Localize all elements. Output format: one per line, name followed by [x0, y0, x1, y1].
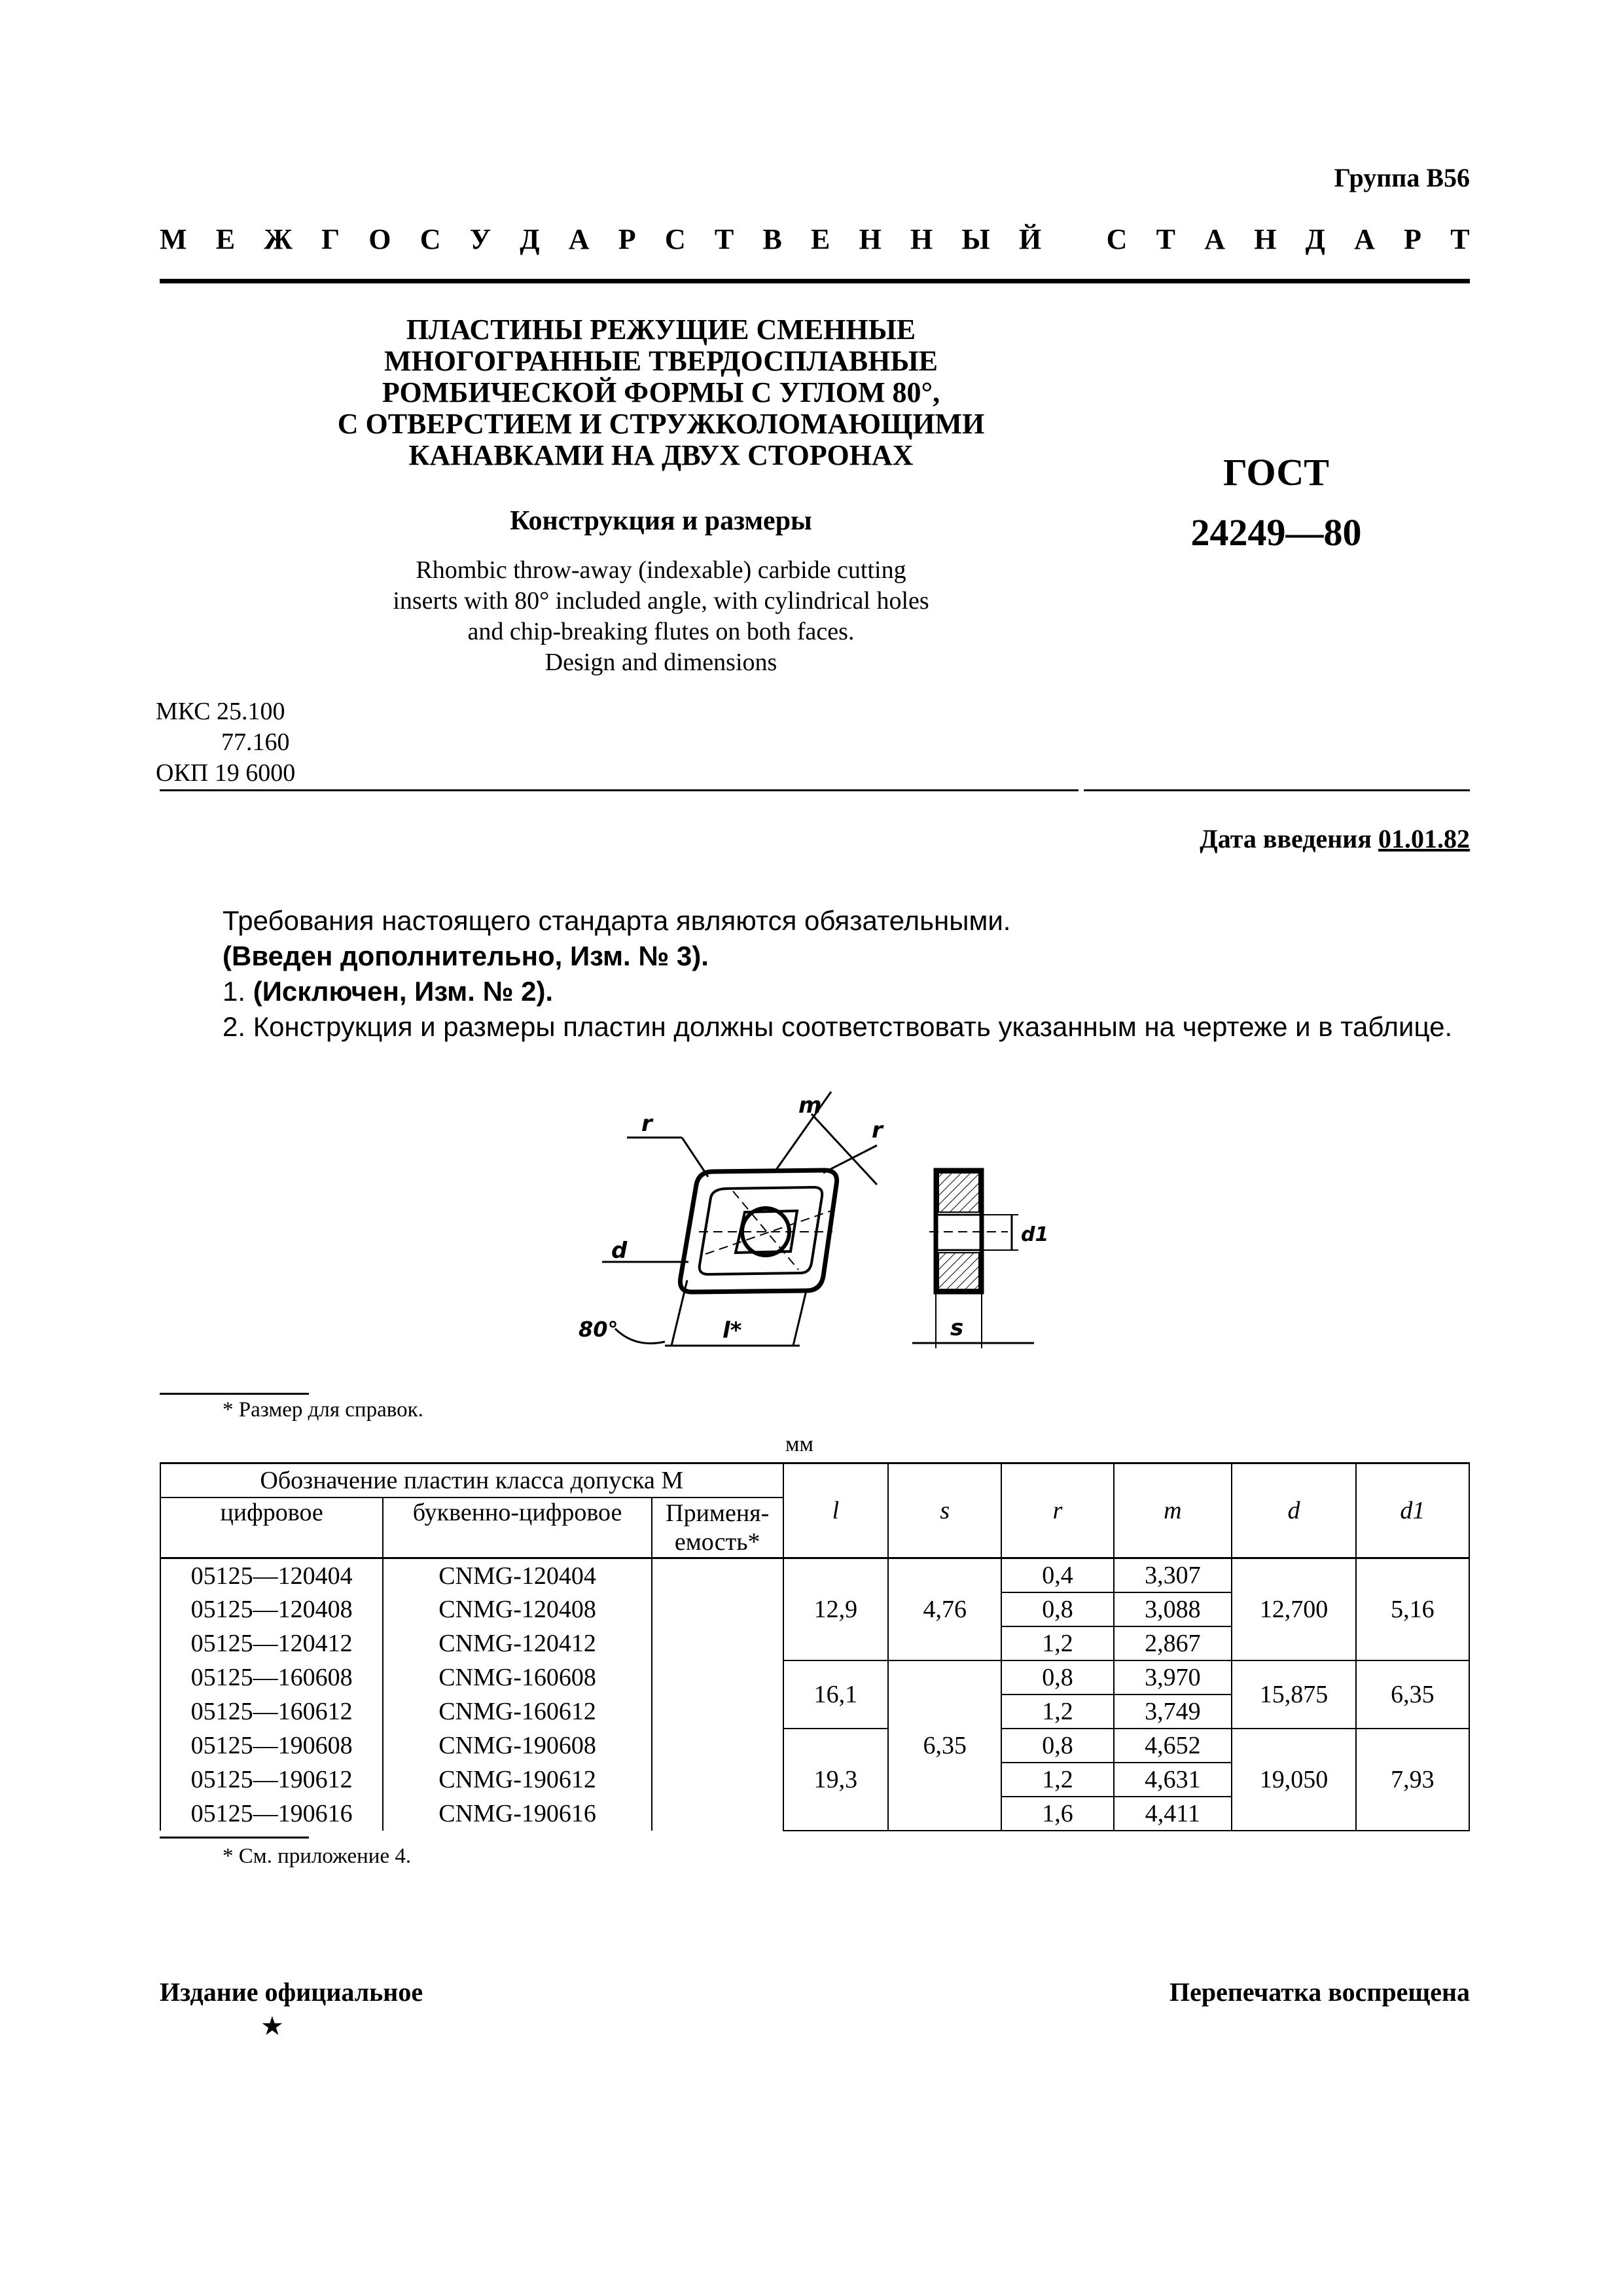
banner-letter: А — [568, 223, 590, 255]
banner-letter: А — [1354, 223, 1375, 255]
cell-d: 19,050 — [1232, 1729, 1356, 1831]
title-line: КАНАВКАМИ НА ДВУХ СТОРОНАХ — [408, 439, 914, 471]
col-header-r: r — [1001, 1463, 1113, 1558]
banner-letter: Г — [321, 223, 340, 255]
cell-alnum: CNMG-160612 — [383, 1695, 652, 1729]
cell-m: 4,631 — [1114, 1763, 1232, 1797]
cell-r: 0,8 — [1001, 1660, 1113, 1695]
title-line: РОМБИЧЕСКОЙ ФОРМЫ С УГЛОМ 80°, — [382, 376, 940, 408]
cell-applicability — [652, 1695, 783, 1729]
document-title — [223, 314, 1099, 471]
cell-alnum: CNMG-190612 — [383, 1763, 652, 1797]
banner-letter: Е — [215, 223, 236, 255]
body-text — [223, 903, 1479, 1045]
label-s: s — [950, 1315, 964, 1341]
cell-l: 16,1 — [783, 1660, 889, 1729]
col-header-l: l — [783, 1463, 889, 1558]
cell-d: 15,875 — [1232, 1660, 1356, 1729]
label-l: l* — [722, 1318, 742, 1344]
cell-d: 12,700 — [1232, 1558, 1356, 1661]
cell-l: 19,3 — [783, 1729, 889, 1831]
gost-label: ГОСТ — [1223, 451, 1329, 493]
table-group-header: Обозначение пластин класса допуска М — [160, 1463, 783, 1498]
section-rule — [160, 789, 1079, 791]
okp-code: ОКП 19 6000 — [156, 759, 296, 787]
cell-digital: 05125—190608 — [160, 1729, 383, 1763]
col-header-alnum: буквенно-цифровое — [383, 1498, 652, 1558]
footnote: * Размер для справок. — [223, 1398, 423, 1422]
col-header-d1: d1 — [1356, 1463, 1469, 1558]
section-rule — [1084, 789, 1470, 791]
banner-letter: Н — [1254, 223, 1277, 255]
banner-letter: Т — [1450, 223, 1470, 255]
cell-d1: 7,93 — [1356, 1729, 1469, 1831]
cell-m: 4,411 — [1114, 1797, 1232, 1831]
cell-d1: 5,16 — [1356, 1558, 1469, 1661]
cell-alnum: CNMG-120412 — [383, 1626, 652, 1660]
english-title-line: Rhombic throw-away (indexable) carbide cutting — [416, 556, 906, 584]
footnote-rule — [160, 1393, 309, 1395]
cell-digital: 05125—160608 — [160, 1660, 383, 1695]
banner-rule — [160, 279, 1470, 283]
cell-r: 1,2 — [1001, 1763, 1113, 1797]
cell-digital: 05125—120408 — [160, 1592, 383, 1626]
cell-digital: 05125—190616 — [160, 1797, 383, 1831]
label-r-right: r — [872, 1117, 883, 1143]
cell-alnum: CNMG-160608 — [383, 1660, 652, 1695]
clause-number: 1. — [223, 976, 246, 1007]
cell-m: 3,749 — [1114, 1695, 1232, 1729]
banner-letter: Р — [1404, 223, 1422, 255]
banner-letter: С — [1106, 223, 1128, 255]
date-label: Дата введения — [1200, 824, 1372, 853]
cell-alnum: CNMG-190608 — [383, 1729, 652, 1763]
paragraph: Требования настоящего стандарта являются обязательными. — [223, 905, 1011, 936]
banner-letter: М — [160, 223, 187, 255]
english-title — [223, 555, 1099, 678]
cell-alnum: CNMG-120404 — [383, 1558, 652, 1593]
cell-applicability — [652, 1660, 783, 1695]
banner-letter: Н — [910, 223, 933, 255]
cell-applicability — [652, 1626, 783, 1660]
cell-m: 3,088 — [1114, 1592, 1232, 1626]
cell-applicability — [652, 1763, 783, 1797]
banner-letter: Т — [714, 223, 734, 255]
cell-r: 1,2 — [1001, 1626, 1113, 1660]
label-d1: d1 — [1021, 1223, 1049, 1246]
star-mark: ★ — [260, 2011, 284, 2041]
cell-r: 1,2 — [1001, 1695, 1113, 1729]
cell-r: 0,4 — [1001, 1558, 1113, 1593]
cell-applicability — [652, 1592, 783, 1626]
clause-text: (Исключен, Изм. № 2). — [253, 976, 554, 1007]
table-unit: мм — [785, 1432, 814, 1456]
col-header-digital: цифровое — [160, 1498, 383, 1558]
label-m: m — [798, 1092, 822, 1119]
paragraph: 2. Конструкция и размеры пластин должны соответствовать указанным на чертеже и в таблице. — [223, 1011, 1453, 1042]
cell-l: 12,9 — [783, 1558, 889, 1661]
introduction-date — [1200, 823, 1470, 854]
standard-banner — [160, 223, 1470, 256]
insert-drawing — [537, 1060, 1126, 1368]
footnote: * См. приложение 4. — [223, 1844, 412, 1868]
cell-digital: 05125—190612 — [160, 1763, 383, 1797]
english-title-line: and chip-breaking flutes on both faces. — [467, 618, 855, 645]
paragraph — [223, 974, 1479, 1009]
col-header-d: d — [1232, 1463, 1356, 1558]
label-angle: 80° — [579, 1317, 618, 1342]
group-code: Группа В56 — [1334, 163, 1470, 192]
banner-letter: Д — [520, 223, 540, 255]
col-header-m: m — [1114, 1463, 1232, 1558]
title-line: МНОГОГРАННЫЕ ТВЕРДОСПЛАВНЫЕ — [383, 345, 938, 377]
classification-codes — [156, 696, 295, 789]
cell-r: 0,8 — [1001, 1729, 1113, 1763]
cell-m: 2,867 — [1114, 1626, 1232, 1660]
dimensions-table — [160, 1462, 1470, 1831]
cell-r: 1,6 — [1001, 1797, 1113, 1831]
label-d: d — [611, 1238, 628, 1264]
cell-s: 4,76 — [888, 1558, 1001, 1661]
banner-letter: Р — [618, 223, 636, 255]
banner-letter: Н — [859, 223, 882, 255]
title-line: С ОТВЕРСТИЕМ И СТРУЖКОЛОМАЮЩИМИ — [337, 408, 985, 440]
cell-alnum: CNMG-120408 — [383, 1592, 652, 1626]
insert-side-view — [912, 1170, 1034, 1348]
banner-letter: А — [1204, 223, 1225, 255]
date-value: 01.01.82 — [1378, 824, 1470, 853]
paragraph: (Введен дополнительно, Изм. № 3). — [223, 941, 709, 971]
gost-number: 24249—80 — [1190, 511, 1362, 554]
banner-letter: Ы — [961, 223, 990, 255]
banner-letter: Д — [1305, 223, 1325, 255]
document-subtitle: Конструкция и размеры — [510, 506, 812, 536]
cell-applicability — [652, 1558, 783, 1593]
banner-letter — [1070, 223, 1077, 256]
reprint-note: Перепечатка воспрещена — [1169, 1977, 1470, 2007]
cell-s: 6,35 — [888, 1660, 1001, 1831]
cell-applicability — [652, 1797, 783, 1831]
label-r-left: r — [641, 1111, 652, 1137]
banner-letter: Й — [1018, 223, 1042, 255]
cell-digital: 05125—160612 — [160, 1695, 383, 1729]
banner-letter: С — [664, 223, 686, 255]
banner-letter: С — [419, 223, 441, 255]
cell-m: 4,652 — [1114, 1729, 1232, 1763]
english-title-line: Design and dimensions — [544, 649, 777, 676]
english-title-line: inserts with 80° included angle, with cylindrical holes — [393, 587, 929, 615]
cell-m: 3,307 — [1114, 1558, 1232, 1593]
mks-code: 77.160 — [221, 728, 290, 756]
cell-d1: 6,35 — [1356, 1660, 1469, 1729]
cell-digital: 05125—120404 — [160, 1558, 383, 1593]
title-line: ПЛАСТИНЫ РЕЖУЩИЕ СМЕННЫЕ — [406, 314, 916, 346]
banner-letter: Ж — [264, 223, 293, 255]
cell-applicability — [652, 1729, 783, 1763]
edition-note: Издание официальное — [160, 1977, 423, 2007]
cell-alnum: CNMG-190616 — [383, 1797, 652, 1831]
banner-letter: Е — [811, 223, 830, 255]
cell-digital: 05125—120412 — [160, 1626, 383, 1660]
banner-letter: О — [368, 223, 391, 255]
mks-code: МКС 25.100 — [156, 698, 285, 725]
col-header-s: s — [888, 1463, 1001, 1558]
col-header-applicability: Применя-емость* — [652, 1498, 783, 1558]
cell-m: 3,970 — [1114, 1660, 1232, 1695]
banner-letter: У — [469, 223, 491, 255]
banner-letter: Т — [1156, 223, 1175, 255]
footnote-rule — [160, 1837, 309, 1839]
insert-top-view — [680, 1170, 836, 1292]
banner-letter: В — [762, 223, 782, 255]
cell-r: 0,8 — [1001, 1592, 1113, 1626]
